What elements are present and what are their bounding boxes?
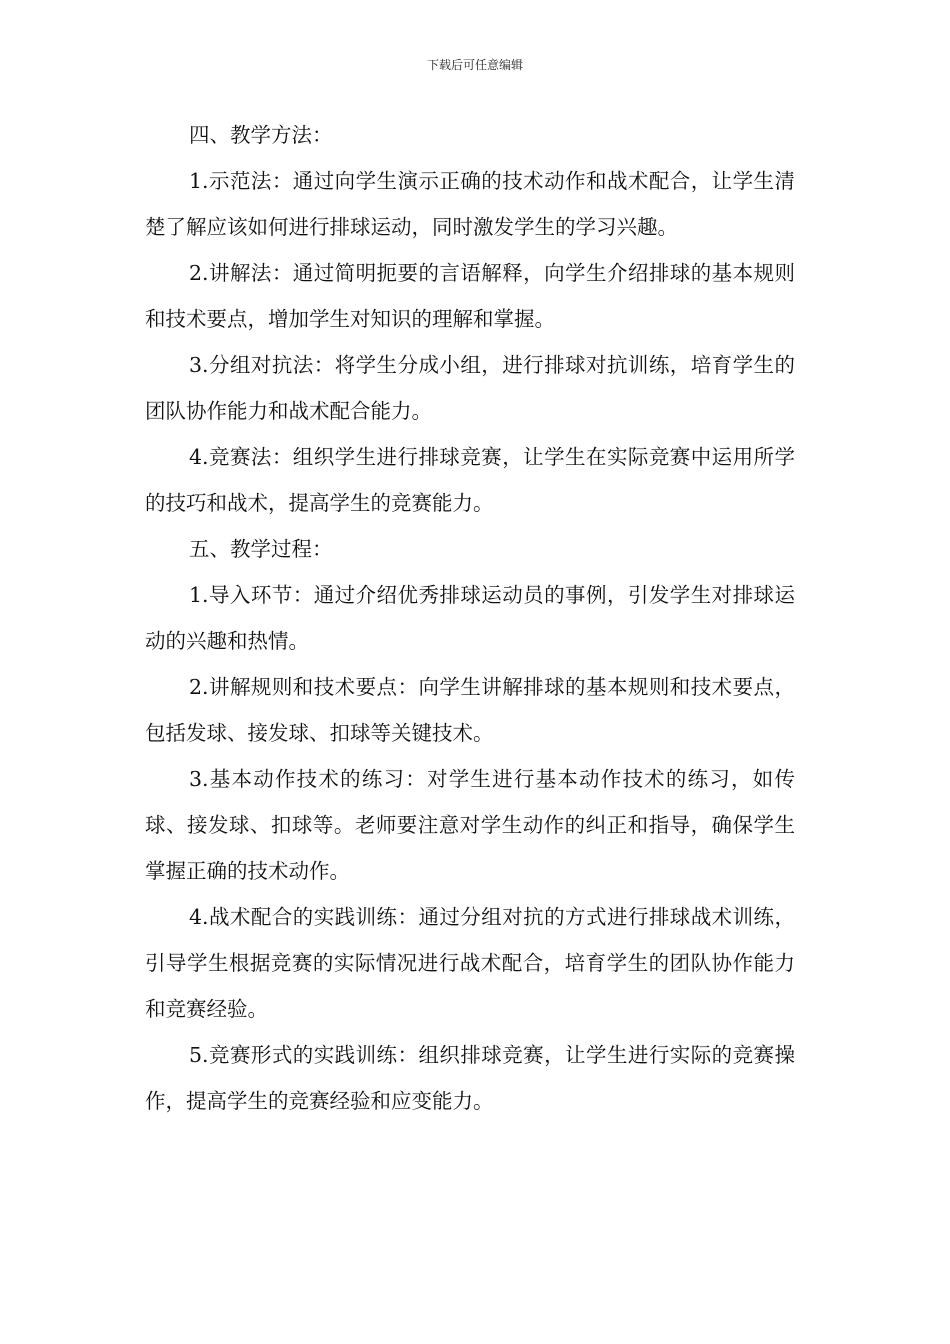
document-body — [145, 112, 795, 1124]
paragraph-method-1: 1.示范法：通过向学生演示正确的技术动作和战术配合，让学生清楚了解应该如何进行排球运动，同时激发学生的学习兴趣。 — [145, 169, 795, 239]
paragraph-method-4: 4.竞赛法：组织学生进行排球竞赛，让学生在实际竞赛中运用所学的技巧和战术，提高学生的竞赛能力。 — [145, 445, 795, 515]
section-heading-teaching-process: 五、教学过程： — [189, 537, 333, 561]
paragraph-process-1: 1.导入环节：通过介绍优秀排球运动员的事例，引发学生对排球运动的兴趣和热情。 — [145, 583, 795, 653]
paragraph-process-2: 2.讲解规则和技术要点：向学生讲解排球的基本规则和技术要点，包括发球、接发球、扣球等关键技术。 — [145, 675, 795, 745]
paragraph-process-3: 3.基本动作技术的练习：对学生进行基本动作技术的练习，如传球、接发球、扣球等。老师要注意对学生动作的纠正和指导，确保学生掌握正确的技术动作。 — [145, 767, 795, 883]
paragraph-method-2: 2.讲解法：通过简明扼要的言语解释，向学生介绍排球的基本规则和技术要点，增加学生对知识的理解和掌握。 — [145, 261, 795, 331]
section-heading-teaching-methods: 四、教学方法： — [189, 123, 333, 147]
page-header: 下载后可任意编辑 — [426, 58, 523, 72]
paragraph-process-5: 5.竞赛形式的实践训练：组织排球竞赛，让学生进行实际的竞赛操作，提高学生的竞赛经验和应变能力。 — [145, 1043, 795, 1113]
paragraph-process-4: 4.战术配合的实践训练：通过分组对抗的方式进行排球战术训练，引导学生根据竞赛的实际情况进行战术配合，培育学生的团队协作能力和竞赛经验。 — [145, 905, 795, 1021]
paragraph-method-3: 3.分组对抗法：将学生分成小组，进行排球对抗训练，培育学生的团队协作能力和战术配合能力。 — [145, 353, 795, 423]
